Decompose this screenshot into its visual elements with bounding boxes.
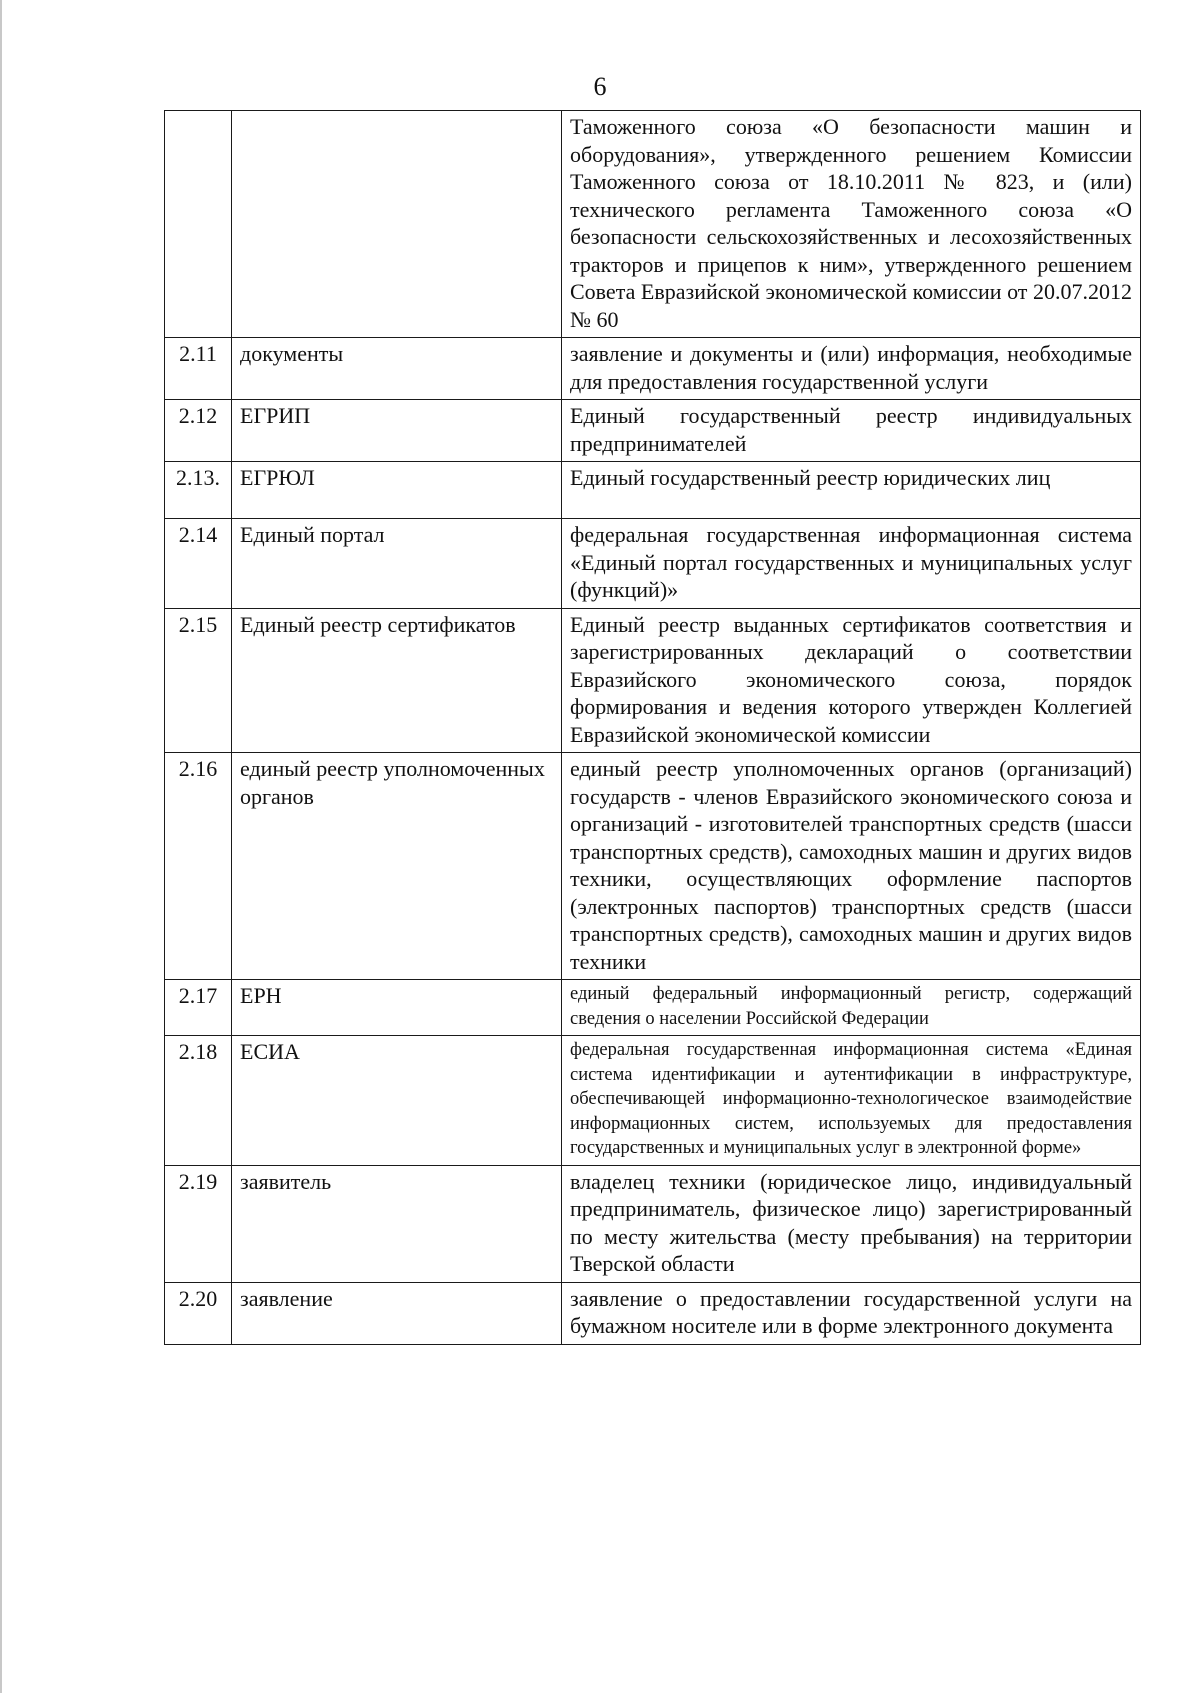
- table-row: [165, 1282, 1141, 1344]
- table-row: [165, 1036, 1141, 1166]
- definition-cell: владелец техники (юридическое лицо, индивидуальный предприниматель, физическое лицо) зарегистрированный по месту жительства (месту пребывания) на территории Тверской области: [562, 1165, 1141, 1282]
- definition-cell: федеральная государственная информационная система «Единый портал государственных и муниципальных услуг (функций)»: [562, 519, 1141, 609]
- term-cell: [232, 111, 562, 338]
- definition-cell: Единый реестр выданных сертификатов соответствия и зарегистрированных деклараций о соответствии Евразийского экономического союза, порядок формирования и ведения которого утвержден Коллегией Евразийской экономической комиссии: [562, 608, 1141, 753]
- term-cell: заявление: [232, 1282, 562, 1344]
- table-row: [165, 338, 1141, 400]
- table-row: [165, 111, 1141, 338]
- terms-table: [164, 110, 1141, 1345]
- row-number: 2.11: [165, 338, 232, 400]
- table-row: [165, 980, 1141, 1036]
- definition-cell: федеральная государственная информационная система «Единая система идентификации и аутентификации в инфраструктуре, обеспечивающей информационно-технологическое взаимодействие информационных систем, используемых для предоставления государственных и муниципальных услуг в электронной форме»: [562, 1036, 1141, 1166]
- table-row: [165, 753, 1141, 980]
- table-row: [165, 400, 1141, 462]
- definition-cell: заявление о предоставлении государственной услуги на бумажном носителе или в форме электронного документа: [562, 1282, 1141, 1344]
- term-cell: документы: [232, 338, 562, 400]
- table-row: [165, 519, 1141, 609]
- definition-cell: Единый государственный реестр юридических лиц: [562, 462, 1141, 519]
- scan-edge-line: [0, 0, 2, 1693]
- term-cell: заявитель: [232, 1165, 562, 1282]
- term-cell: Единый реестр сертификатов: [232, 608, 562, 753]
- row-number: 2.16: [165, 753, 232, 980]
- definition-cell: единый федеральный информационный регистр, содержащий сведения о населении Российской Федерации: [562, 980, 1141, 1036]
- page-number: 6: [593, 72, 607, 101]
- definition-cell: единый реестр уполномоченных органов (организаций) государств - членов Евразийского экономического союза и организаций - изготовителей транспортных средств (шасси транспортных средств), самоходных машин и других видов техники, осуществляющих оформление паспортов (электронных паспортов) транспортных средств (шасси транспортных средств), самоходных машин и других видов техники: [562, 753, 1141, 980]
- table-row: [165, 608, 1141, 753]
- term-cell: ЕГРЮЛ: [232, 462, 562, 519]
- row-number: 2.15: [165, 608, 232, 753]
- row-number: 2.12: [165, 400, 232, 462]
- row-number: 2.13.: [165, 462, 232, 519]
- definition-cell: заявление и документы и (или) информация, необходимые для предоставления государственной услуги: [562, 338, 1141, 400]
- row-number: 2.17: [165, 980, 232, 1036]
- row-number: 2.18: [165, 1036, 232, 1166]
- definition-cell: Таможенного союза «О безопасности машин и оборудования», утвержденного решением Комиссии Таможенного союза от 18.10.2011 № 823, и (или) технического регламента Таможенного союза «О безопасности сельскохозяйственных и лесохозяйственных тракторов и прицепов к ним», утвержденного решением Совета Евразийской экономической комиссии от 20.07.2012 № 60: [562, 111, 1141, 338]
- term-cell: Единый портал: [232, 519, 562, 609]
- row-number: [165, 111, 232, 338]
- row-number: 2.20: [165, 1282, 232, 1344]
- row-number: 2.14: [165, 519, 232, 609]
- term-cell: ЕГРИП: [232, 400, 562, 462]
- table-row: [165, 1165, 1141, 1282]
- definition-cell: Единый государственный реестр индивидуальных предпринимателей: [562, 400, 1141, 462]
- table-row: [165, 462, 1141, 519]
- row-number: 2.19: [165, 1165, 232, 1282]
- term-cell: ЕСИА: [232, 1036, 562, 1166]
- term-cell: единый реестр уполномоченных органов: [232, 753, 562, 980]
- term-cell: ЕРН: [232, 980, 562, 1036]
